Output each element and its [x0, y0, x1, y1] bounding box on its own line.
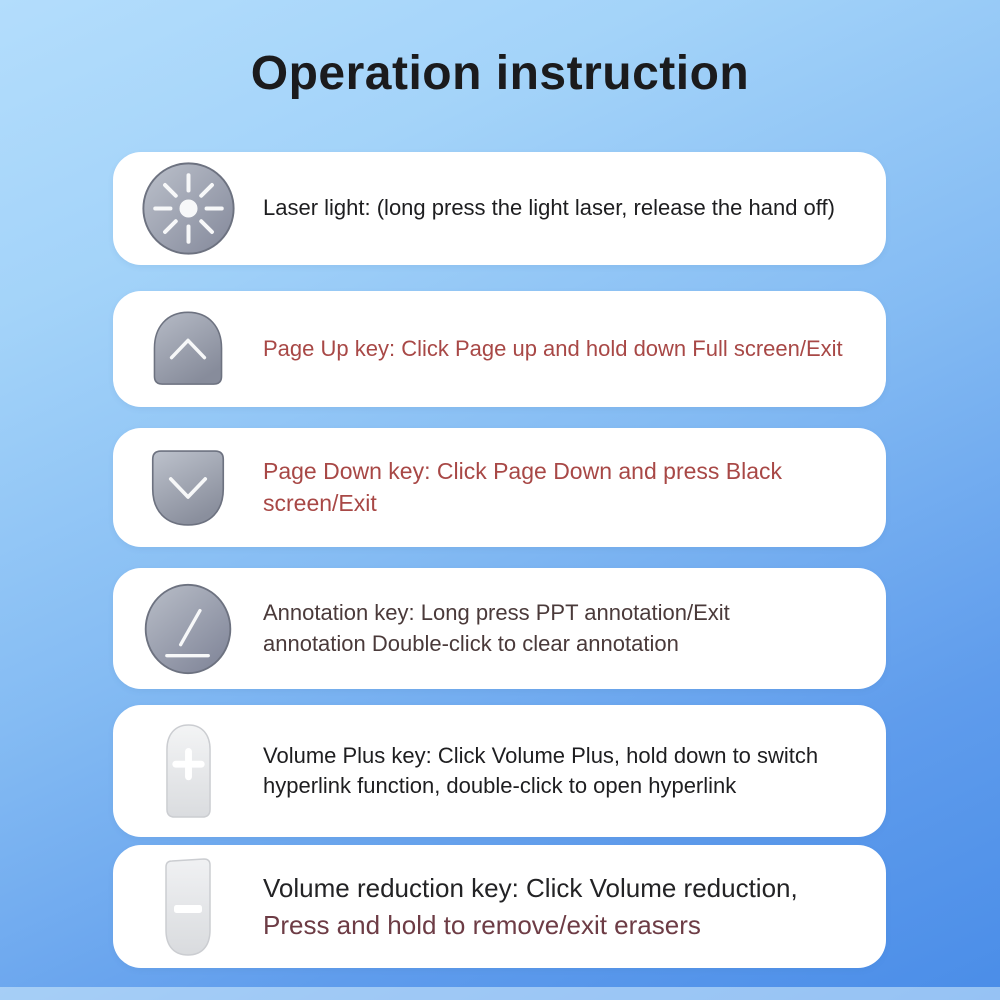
- card-text: [263, 598, 886, 659]
- card-text: [263, 456, 886, 519]
- card-volume-reduction: [113, 845, 886, 968]
- page-up-key-icon: [113, 310, 263, 388]
- card-text: [263, 193, 886, 223]
- laser-light-icon: [113, 161, 263, 256]
- card-volume-plus: [113, 705, 886, 837]
- card-text-line: Volume reduction key: Click Volume reduction,: [263, 872, 798, 903]
- card-text: [263, 741, 886, 802]
- card-annotation: [113, 568, 886, 689]
- page-down-key-icon: [113, 446, 263, 530]
- card-text-line: Page Down key: Click Page Down and press Black screen/Exit: [263, 457, 783, 516]
- annotation-key-icon: [113, 580, 263, 678]
- page-title: Operation instruction: [250, 47, 750, 100]
- card-text: [263, 334, 886, 364]
- card-text-line: hyperlink function, double-click to open hyperlink: [263, 773, 737, 798]
- card-text-line: Press and hold to remove/exit erasers: [263, 909, 701, 940]
- bottom-light-band: [0, 987, 1000, 1000]
- card-page-up: [113, 291, 886, 407]
- card-page-down: [113, 428, 886, 547]
- card-text-line: Annotation key: Long press PPT annotation/Exit: [263, 600, 730, 626]
- volume-minus-key-icon: [113, 857, 263, 957]
- card-text-line: Laser light: (long press the light laser, release the hand off): [263, 195, 835, 221]
- card-text-line: annotation Double-click to clear annotation: [263, 630, 679, 656]
- card-text-line: Page Up key: Click Page up and hold down Full screen/Exit: [263, 335, 843, 361]
- card-text-line: Volume Plus key: Click Volume Plus, hold down to switch: [263, 742, 819, 768]
- card-text: [263, 870, 886, 944]
- card-laser-light: [113, 152, 886, 265]
- volume-plus-key-icon: [113, 723, 263, 819]
